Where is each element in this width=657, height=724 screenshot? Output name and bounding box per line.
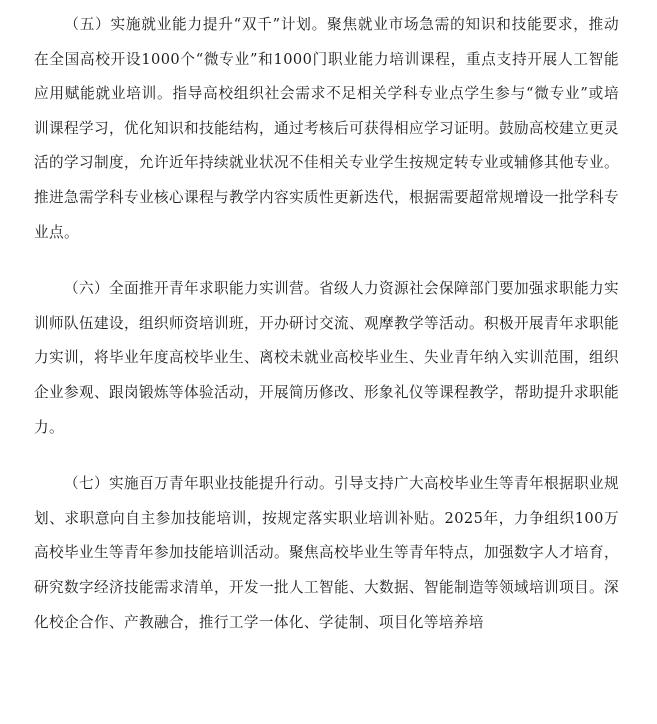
paragraph-seven bbox=[34, 467, 619, 640]
paragraph-seven-text: （七）实施百万青年职业技能提升行动。引导支持广大高校毕业生等青年根据职业规划、求职意向自主参加技能培训，按规定落实职业培训补贴。2025年，力争组织100万高校毕业生等青年参加技能培训活动。聚焦高校毕业生等青年特点，加强数字人才培育，研究数字经济技能需求清单，开发一批人工智能、大数据、智能制造等领域培训项目。深化校企合作、产教融合，推行工学一体化、学徒制、项目化等培养培 bbox=[34, 475, 619, 631]
paragraph-spacer bbox=[34, 445, 619, 467]
paragraph-five-text: （五）实施就业能力提升“双千”计划。聚焦就业市场急需的知识和技能要求，推动在全国高校开设1000个“微专业”和1000门职业能力培训课程，重点支持开展人工智能应用赋能就业培训。指导高校组织社会需求不足相关学科专业点学生参与“微专业”或培训课程学习，优化知识和技能结构，通过考核后可获得相应学习证明。鼓励高校建立更灵活的学习制度，允许近年持续就业状况不佳相关专业学生按规定转专业或辅修其他专业。推进急需学科专业核心课程与教学内容实质性更新迭代，根据需要超常规增设一批学科专业点。 bbox=[34, 16, 619, 241]
paragraph-spacer bbox=[34, 250, 619, 272]
paragraph-five bbox=[34, 8, 619, 250]
paragraph-six-text: （六）全面推开青年求职能力实训营。省级人力资源社会保障部门要加强求职能力实训师队伍建设，组织师资培训班，开办研讨交流、观摩教学等活动。积极开展青年求职能力实训，将毕业年度高校毕业生、离校未就业高校毕业生、失业青年纳入实训范围，组织企业参观、跟岗锻炼等体验活动，开展简历修改、形象礼仪等课程教学，帮助提升求职能力。 bbox=[34, 280, 619, 436]
paragraph-six bbox=[34, 272, 619, 445]
